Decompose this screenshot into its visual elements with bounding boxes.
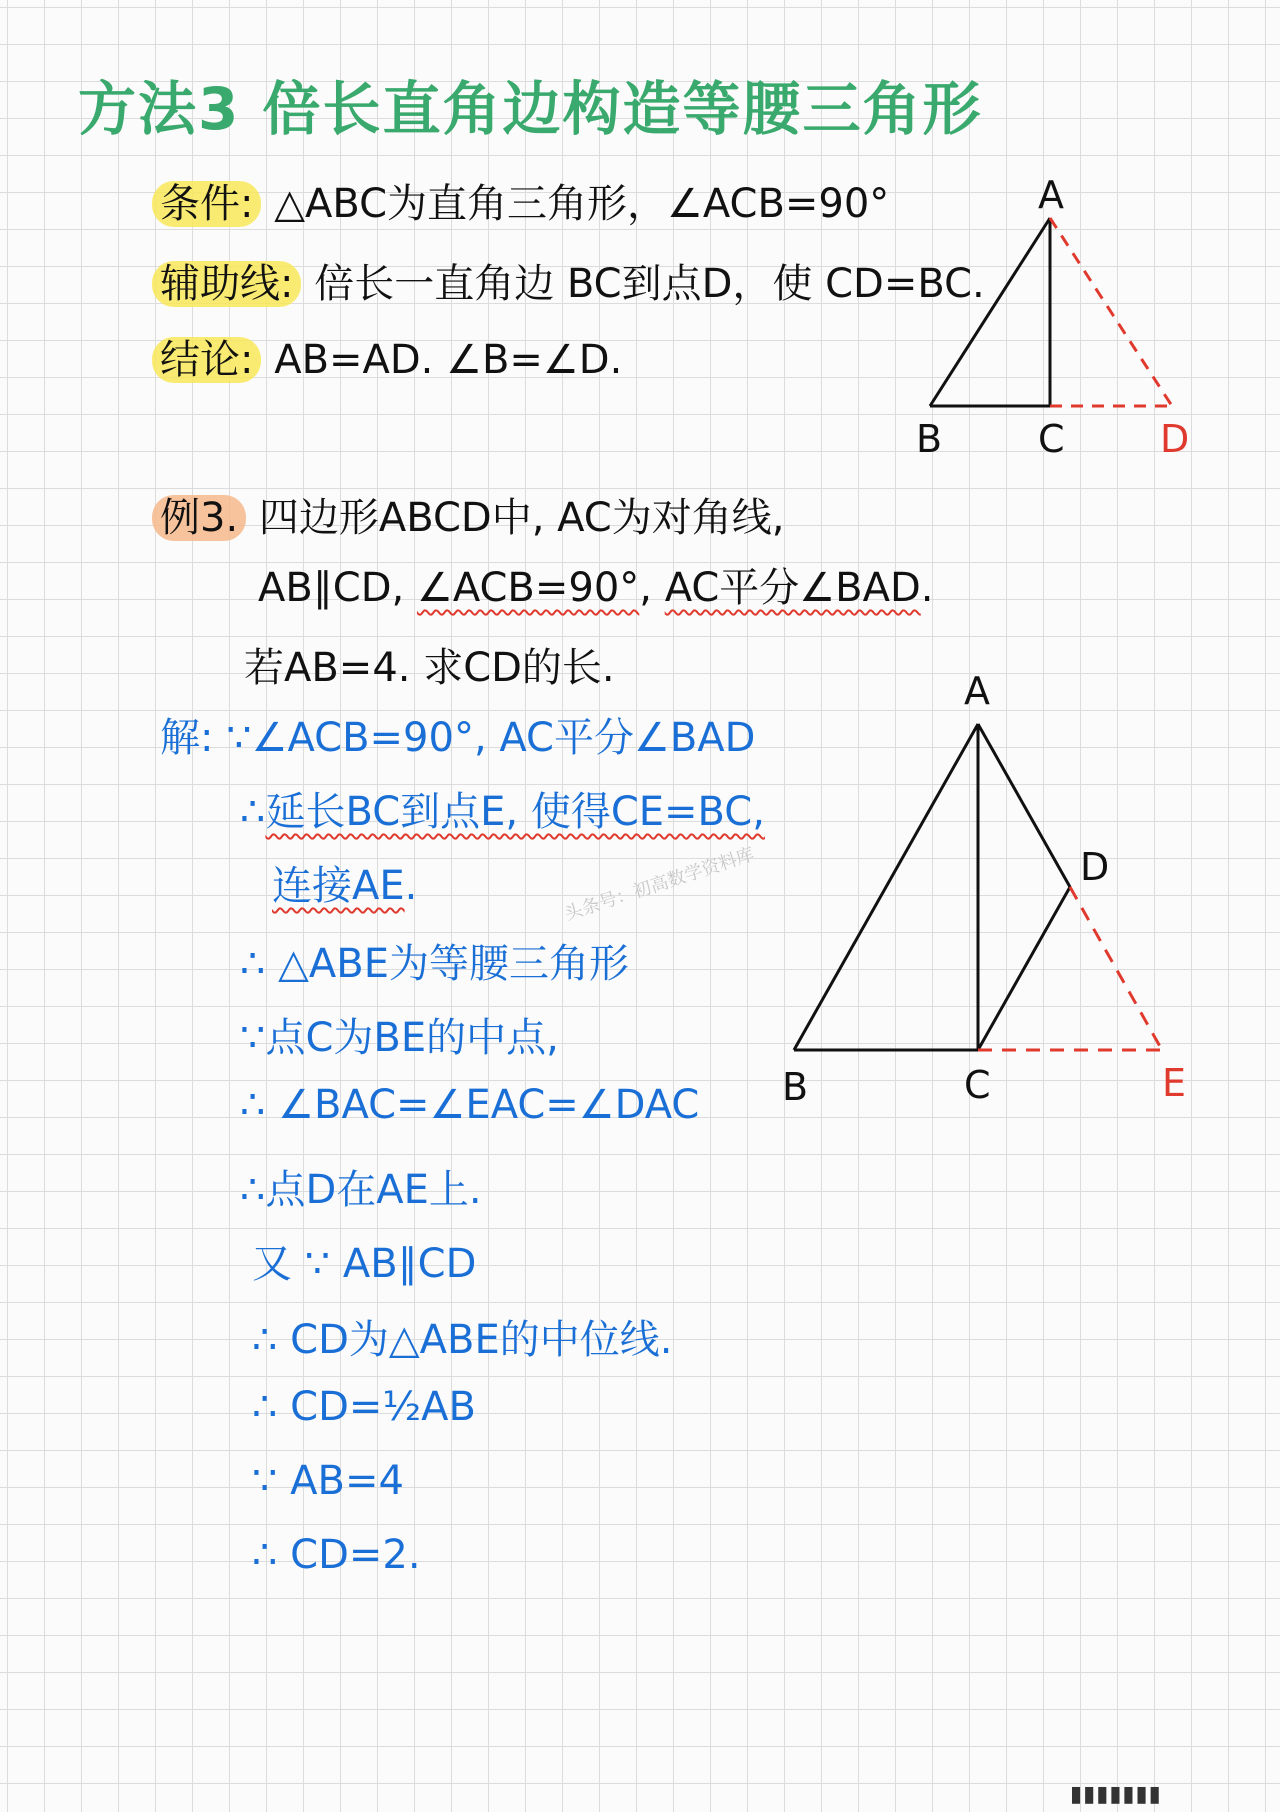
figure-example-diagram — [770, 640, 1210, 1120]
solution-line3-wave: 连接AE — [272, 863, 405, 909]
solution-line-3 — [272, 854, 417, 911]
example-line-2 — [258, 556, 934, 613]
solution-line1-text: ∵∠ACB=90°, AC平分∠BAD — [213, 715, 756, 761]
example-line2-wave2: AC平分∠BAD — [664, 565, 921, 611]
fig1-dashed-ad — [1050, 218, 1172, 406]
fig2-label-d: D — [1080, 845, 1110, 889]
example-line-3: 若AB=4. 求CD的长. — [244, 645, 615, 691]
solution-line-8: 又 ∵ AB∥CD — [252, 1241, 477, 1287]
corner-decoration: ▮▮▮▮▮▮▮ — [1070, 1782, 1162, 1807]
solution-label: 解: — [160, 715, 214, 761]
solution-line-2 — [240, 780, 765, 837]
example-line-1 — [160, 486, 784, 543]
conclusion-line — [160, 328, 622, 385]
conclusion-label: 结论: — [152, 337, 261, 383]
example-line2-b: , — [639, 565, 665, 611]
condition-text: △ABC为直角三角形，∠ACB=90° — [261, 181, 890, 227]
example-line2-wave1: ∠ACB=90° — [416, 565, 640, 611]
solution-line-7: ∴点D在AE上. — [240, 1167, 482, 1213]
fig2-label-c: C — [964, 1063, 991, 1107]
solution-line-11: ∵ AB=4 — [252, 1458, 404, 1504]
fig2-dashed-de — [1070, 887, 1162, 1050]
auxiliary-line-text — [160, 252, 985, 309]
fig2-edge-ad — [978, 724, 1070, 887]
conclusion-text: AB=AD. ∠B=∠D. — [261, 337, 623, 383]
auxiliary-text: 倍长一直角边 BC到点D，使 CD=BC. — [301, 261, 985, 307]
fig2-label-e: E — [1162, 1061, 1187, 1105]
fig1-label-c: C — [1038, 417, 1065, 461]
watermark: 头条号：初高数学资料库 — [562, 843, 757, 926]
condition-label: 条件: — [152, 181, 261, 227]
solution-line-10: ∴ CD=½AB — [252, 1384, 476, 1430]
figure-method-diagram — [900, 170, 1200, 470]
example-label: 例3. — [152, 495, 246, 541]
fig2-edge-cd — [978, 887, 1070, 1050]
fig1-label-a: A — [1038, 173, 1064, 217]
page-title: 方法3 倍长直角边构造等腰三角形 — [78, 75, 983, 143]
solution-line-4: ∴ △ABE为等腰三角形 — [240, 941, 630, 987]
solution-line-5: ∵点C为BE的中点, — [240, 1015, 559, 1061]
fig2-label-a: A — [964, 669, 990, 713]
solution-line-6: ∴ ∠BAC=∠EAC=∠DAC — [240, 1082, 700, 1128]
solution-line2-pre: ∴ — [240, 789, 266, 835]
solution-line-9: ∴ CD为△ABE的中位线. — [252, 1317, 673, 1363]
condition-line — [160, 172, 889, 229]
fig2-label-b: B — [782, 1065, 809, 1109]
auxiliary-label: 辅助线: — [152, 261, 301, 307]
example-line1-text: 四边形ABCD中, AC为对角线, — [246, 495, 785, 541]
fig1-edge-ab — [930, 218, 1050, 406]
fig1-label-d: D — [1160, 417, 1190, 461]
example-line2-a: AB∥CD, — [258, 565, 417, 611]
solution-line3-post: . — [404, 863, 418, 909]
fig2-edge-ab — [794, 724, 978, 1050]
example-line2-c: . — [920, 565, 934, 611]
solution-line-12: ∴ CD=2. — [252, 1532, 421, 1578]
solution-line-1 — [160, 706, 755, 763]
fig1-label-b: B — [916, 417, 943, 461]
solution-line2-wave: 延长BC到点E, 使得CE=BC, — [265, 789, 765, 835]
